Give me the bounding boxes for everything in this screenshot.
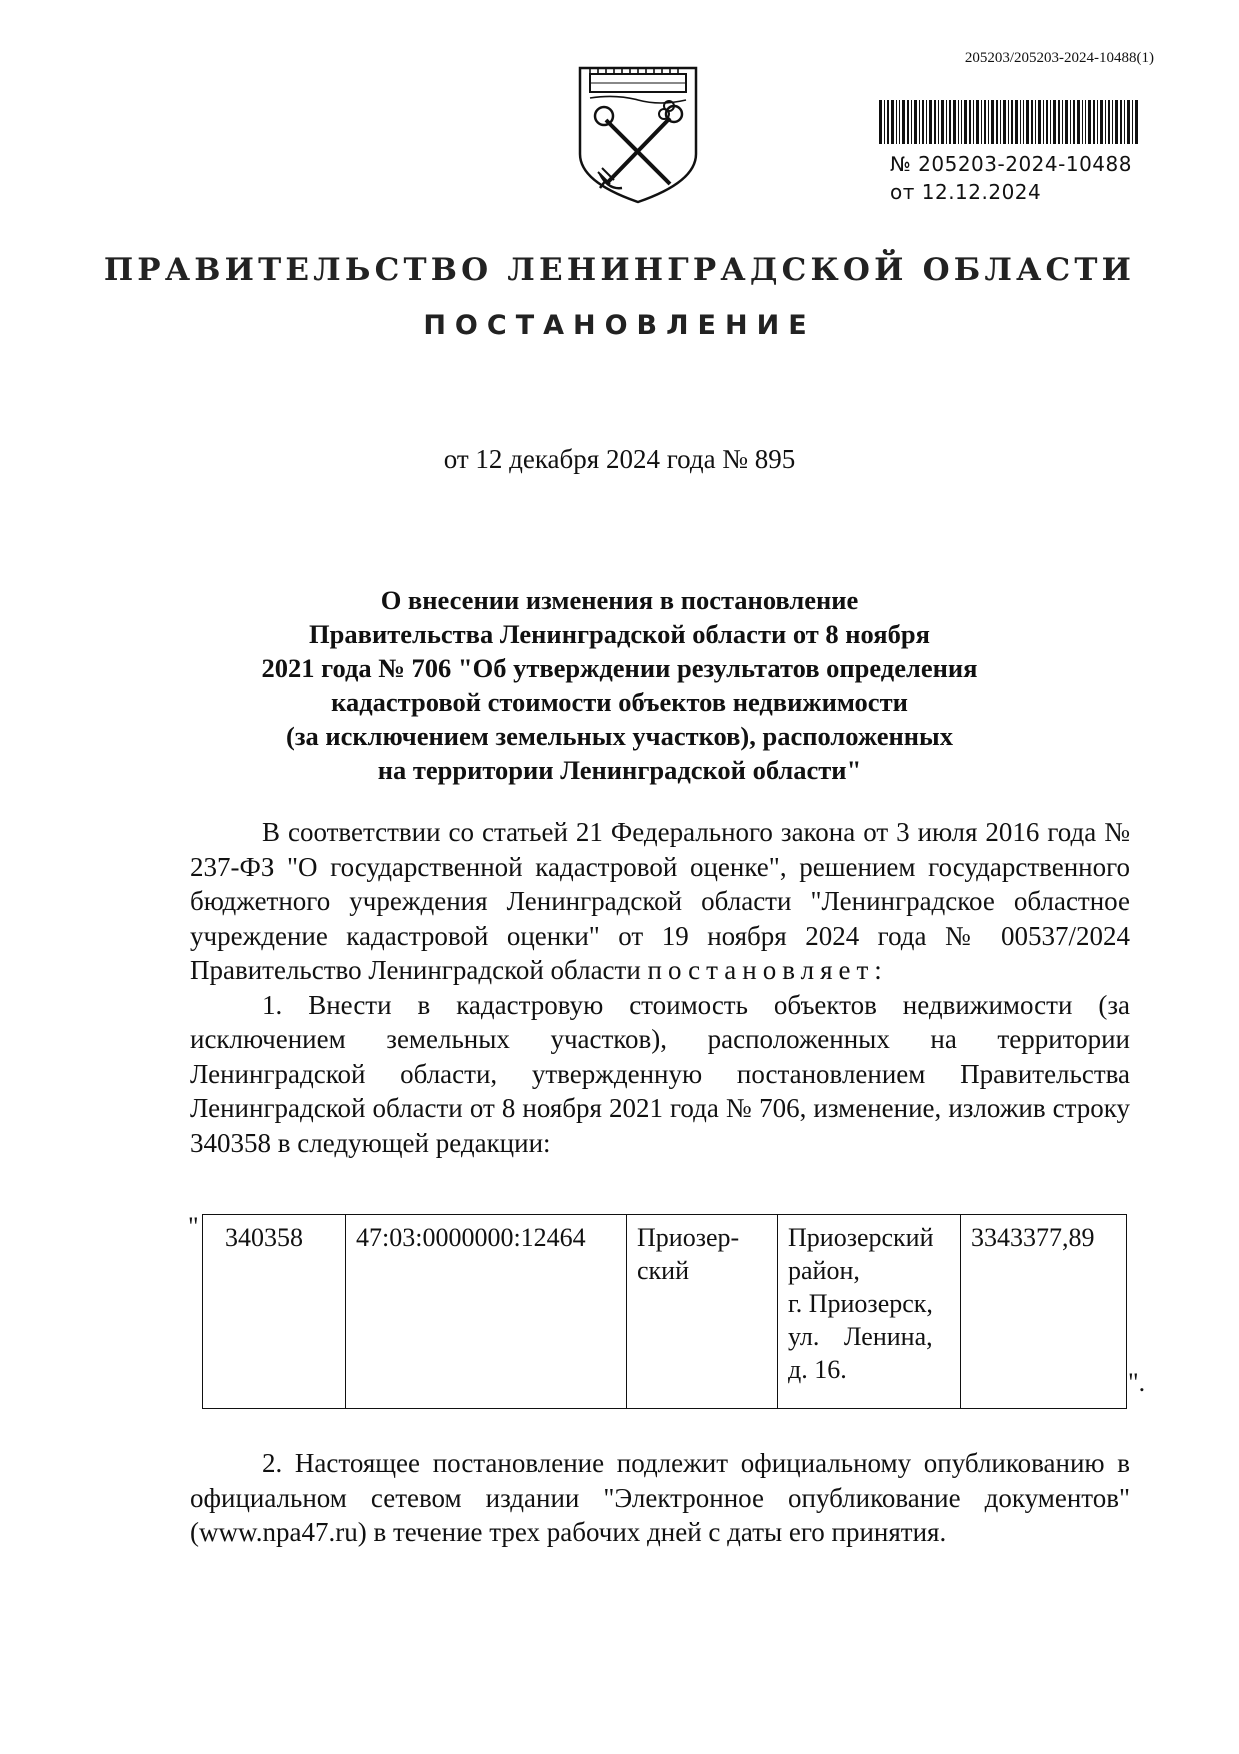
title-line: Правительства Ленинградской области от 8 ноября	[309, 619, 930, 649]
government-heading: ПРАВИТЕЛЬСТВО ЛЕНИНГРАДСКОЙ ОБЛАСТИ	[103, 252, 1136, 288]
item-2-paragraph: 2. Настоящее постановление подлежит официальному опубликованию в официальном сетевом издании "Электронное опубликование документов" (www.npa47.ru) в течение трех рабочих дней с даты его принятия.	[190, 1448, 1130, 1547]
cell-row-number: 340358	[203, 1215, 346, 1409]
decree-title	[200, 583, 1039, 787]
document-id: 205203/205203-2024-10488(1)	[964, 50, 1154, 66]
title-line: кадастровой стоимости объектов недвижимости	[331, 687, 908, 717]
title-line: 2021 года № 706 "Об утверждении результатов определения	[261, 653, 978, 683]
district-line: Приозер-	[637, 1223, 740, 1252]
preamble-paragraph	[190, 815, 1130, 988]
registration-number: № 205203-2024-10488	[890, 152, 1132, 176]
cell-cadastral-number: 47:03:0000000:12464	[346, 1215, 627, 1409]
table-close-quote: ".	[1128, 1368, 1146, 1397]
body-section-2	[190, 1446, 1130, 1550]
title-line: (за исключением земельных участков), расположенных	[286, 721, 953, 751]
item-1-paragraph: 1. Внести в кадастровую стоимость объектов недвижимости (за исключением земельных участков), расположенных на территории Ленинградской области, утвержденную постановлением Правительства Ленинградской области от 8 ноября 2021 года № 706, изменение, изложив строку 340358 в следующей редакции:	[190, 989, 1130, 1158]
coat-of-arms-icon	[576, 64, 700, 206]
barcode-icon	[879, 100, 1139, 144]
body-section	[190, 815, 1130, 1160]
preamble-text: В соответствии со статьей 21 Федерального закона от 3 июля 2016 года № 237-ФЗ "О государственной кадастровой оценке", решением государственного бюджетного учреждения Ленинградской области "Ленинградское областное учреждение кадастровой оценки" от 19 ноября 2024 года № 00537/2024 Правительство Ленинградской области	[190, 817, 1130, 985]
address-line: Приозерский	[788, 1223, 934, 1252]
cell-address	[778, 1215, 961, 1409]
title-line: О внесении изменения в постановление	[380, 585, 859, 615]
decree-word: постановляет:	[647, 955, 888, 985]
cell-district	[627, 1215, 778, 1409]
table-open-quote: "	[188, 1212, 199, 1241]
document-type-heading: ПОСТАНОВЛЕНИЕ	[423, 310, 816, 341]
address-line: д. 16.	[788, 1355, 847, 1384]
district-line: ский	[637, 1256, 689, 1285]
title-line: на территории Ленинградской области"	[377, 755, 862, 785]
address-line: район,	[788, 1256, 860, 1285]
cadastral-row-table	[202, 1214, 1127, 1409]
address-line: г. Приозерск,	[788, 1289, 933, 1318]
cell-cadastral-value: 3343377,89	[961, 1215, 1127, 1409]
address-line: ул. Ленина,	[788, 1322, 933, 1351]
decree-date-number: от 12 декабря 2024 года № 895	[443, 444, 796, 474]
table-row	[203, 1215, 1127, 1409]
registration-date: от 12.12.2024	[890, 180, 1042, 204]
